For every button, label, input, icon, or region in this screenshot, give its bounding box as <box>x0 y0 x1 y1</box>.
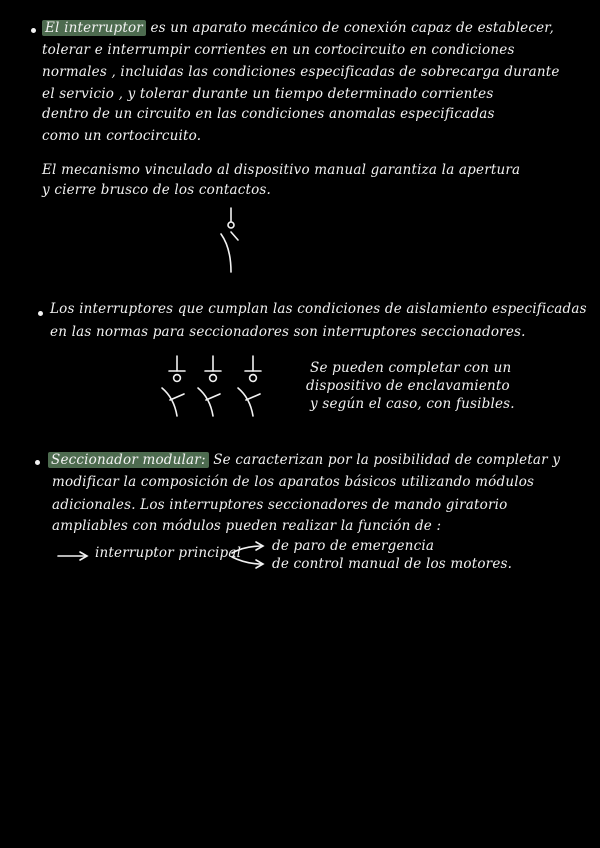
section3-text-1: Se caracterizan por la posibilidad de completar y <box>213 452 561 468</box>
single-switch-icon <box>221 208 238 272</box>
section3-line-3: adicionales. Los interruptores seccionadores de mando giratorio <box>52 497 508 513</box>
arrow-right-icon <box>58 552 87 560</box>
arrow-down-right-icon <box>232 557 263 568</box>
section3-line-4: ampliables con módulos pueden realizar la función de : <box>52 518 442 534</box>
section3-line-2: modificar la composición de los aparatos básicos utilizando módulos <box>52 474 535 490</box>
section2-line-1: Los interruptores que cumplan las condiciones de aislamiento especificadas <box>50 301 587 317</box>
section2-note-line-1: Se pueden completar con un <box>310 360 512 376</box>
option-motor-control: de control manual de los motores. <box>272 556 513 572</box>
main-function-label: interruptor principal <box>95 545 242 561</box>
section2-note-line-3: y según el caso, con fusibles. <box>310 396 515 412</box>
highlight-seccionador: Seccionador modular: <box>48 452 209 468</box>
section1-line-2: tolerar e interrumpir corrientes en un cortocircuito en condiciones <box>42 42 515 58</box>
section1-para2-line-1: El mecanismo vinculado al dispositivo manual garantiza la apertura <box>42 162 521 178</box>
option-emergency: de paro de emergencia <box>272 538 435 554</box>
section1-line-6: como un cortocircuito. <box>42 128 202 144</box>
section2-line-2: en las normas para seccionadores son interruptores seccionadores. <box>50 324 526 340</box>
section1-para2-line-2: y cierre brusco de los contactos. <box>42 182 272 198</box>
section1-line-4: el servicio , y tolerar durante un tiempo determinado corrientes <box>42 86 494 102</box>
section1-text-1: es un aparato mecánico de conexión capaz de establecer, <box>150 20 554 36</box>
section1-line-5: dentro de un circuito en las condiciones anomalas especificadas <box>42 106 495 122</box>
arrow-up-right-icon <box>232 542 263 553</box>
section2-note-line-2: dispositivo de enclavamiento <box>306 378 510 394</box>
triple-switch-icon <box>162 356 261 416</box>
highlight-interruptor: El interruptor <box>42 20 146 36</box>
section1-line-3: normales , incluidas las condiciones especificadas de sobrecarga durante <box>42 64 560 80</box>
